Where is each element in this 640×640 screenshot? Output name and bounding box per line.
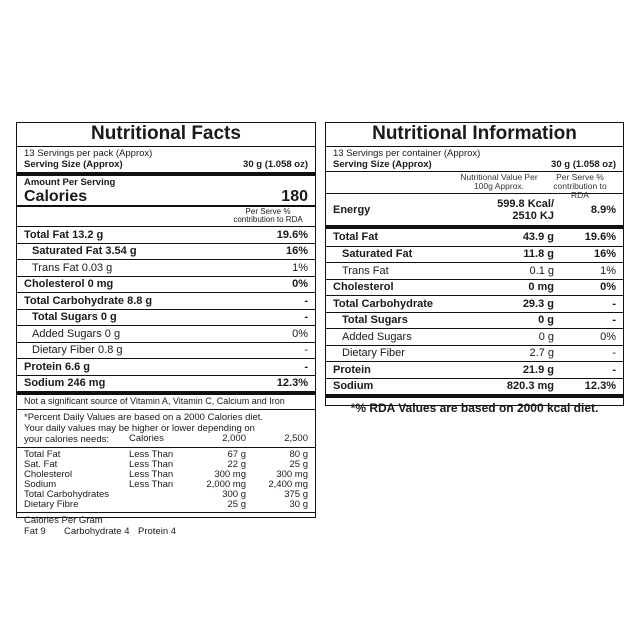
footnote-line: *Percent Daily Values are based on a 2000 Calories diet. (24, 412, 264, 423)
nutrient-name: Cholesterol (333, 281, 394, 294)
nutrient-value: 1% (292, 261, 308, 274)
nutrient-value: 0 g (538, 314, 554, 327)
nutrient-value: - (304, 360, 308, 373)
dv-name: Cholesterol (24, 469, 73, 480)
col-rda-header: Per Serve % contribution to RDA (553, 172, 607, 200)
nutrient-name: Trans Fat (342, 264, 389, 277)
nutrient-rda: - (612, 347, 616, 360)
col-per100-header: Nutritional Value Per 100g Approx. (460, 172, 538, 191)
dv-cond (129, 500, 184, 510)
dv-header-calories: Calories (129, 433, 164, 444)
nutrient-rda: - (612, 297, 616, 310)
energy-rda: 8.9% (590, 203, 616, 216)
dv-2500: 375 g (284, 489, 308, 500)
nutrient-value: 0.1 g (529, 264, 554, 277)
nutrient-name: Added Sugars 0 g (32, 327, 121, 340)
rda-note: *% RDA Values are based on 2000 kcal diet. (350, 401, 599, 415)
nutrient-row (326, 262, 623, 279)
nutrient-row (17, 342, 315, 359)
dv-2500: 300 mg (276, 469, 308, 480)
nutrient-rda: - (612, 363, 616, 376)
cal-fat: Fat 9 (24, 526, 46, 537)
nutrient-name: Total Sugars 0 g (32, 311, 117, 324)
dv-cond (129, 490, 184, 500)
dv-name: Total Fat (24, 449, 61, 460)
dv-name: Sodium (24, 479, 57, 490)
amount-per-serving: Amount Per Serving (24, 177, 116, 188)
panel-title: Nutritional Information (372, 123, 577, 144)
nutrient-value: 0% (292, 278, 308, 291)
serving-size-label: Serving Size (Approx) (24, 159, 123, 170)
panel-title: Nutritional Facts (91, 123, 241, 144)
nutrient-name: Added Sugars (342, 330, 412, 343)
nutrient-row (326, 246, 623, 263)
nutrient-row (326, 328, 623, 345)
energy-kj: 2510 KJ (512, 209, 554, 222)
per-serve-note: Per Serve % contribution to RDA (233, 207, 303, 224)
energy-label: Energy (333, 203, 371, 216)
nutrient-row (17, 309, 315, 326)
nutrient-row (326, 312, 623, 329)
dv-header-2500: 2,500 (284, 433, 308, 444)
nutrient-name: Sodium 246 mg (24, 377, 106, 390)
dv-2000: 300 g (222, 489, 246, 500)
nutrient-value: 21.9 g (522, 363, 554, 376)
nutrient-row (326, 279, 623, 296)
nutrient-value: - (304, 344, 308, 357)
daily-values-table (24, 450, 308, 510)
energy-kcal: 599.8 Kcal/ (497, 197, 554, 210)
dv-2000: 22 g (227, 459, 246, 470)
dv-header-2000: 2,000 (222, 433, 246, 444)
nutrient-value: 19.6% (276, 228, 308, 241)
calories-row (17, 188, 315, 205)
nutrient-row (326, 345, 623, 362)
nutrient-row (17, 375, 315, 392)
nutrient-row (17, 259, 315, 276)
nutrient-name: Total Sugars (342, 314, 408, 327)
nutrient-value: 12.3% (276, 377, 308, 390)
nutrient-value: 2.7 g (529, 347, 554, 360)
nutrient-value: 16% (285, 245, 308, 258)
dv-2000: 67 g (227, 449, 246, 460)
nutrient-name: Saturated Fat 3.54 g (32, 245, 137, 258)
dv-2500: 25 g (289, 459, 308, 470)
not-significant-note: Not a significant source of Vitamin A, Vitamin C, Calcium and Iron (24, 396, 285, 406)
serving-size-label: Serving Size (Approx) (333, 159, 432, 170)
nutrient-row (17, 325, 315, 342)
dv-name: Sat. Fat (24, 459, 58, 470)
nutrient-value: 0 g (538, 330, 554, 343)
dv-cond: Less Than (129, 449, 174, 460)
nutrient-name: Total Carbohydrate 8.8 g (24, 294, 153, 307)
nutrient-name: Sodium (333, 380, 374, 393)
nutrition-facts-panel (16, 122, 316, 537)
serving-size-value: 30 g (1.058 oz) (551, 159, 616, 170)
nutrient-rda: 19.6% (584, 231, 616, 244)
nutrient-rda: - (612, 314, 616, 327)
nutrient-row (326, 378, 623, 395)
nutrient-rda: 0% (600, 330, 616, 343)
nutrient-name: Total Fat 13.2 g (24, 228, 104, 241)
dv-cond: Less Than (129, 459, 174, 470)
nutrient-rda: 16% (593, 248, 616, 261)
dv-2500: 30 g (289, 499, 308, 510)
dv-name: Total Carbohydrates (24, 489, 110, 500)
nutrient-name: Dietary Fiber (342, 347, 405, 360)
serving-size (17, 159, 315, 172)
nutrient-value: 43.9 g (522, 231, 554, 244)
footnote-line: your calories needs: (24, 434, 110, 445)
dv-2000: 25 g (227, 499, 246, 510)
nutrient-row (17, 292, 315, 309)
nutrient-name: Protein (333, 363, 371, 376)
nutrient-value: 11.8 g (523, 248, 554, 261)
nutrient-list (326, 229, 623, 394)
nutrient-value: - (304, 294, 308, 307)
nutrient-name: Total Fat (333, 231, 379, 244)
nutrient-rda: 12.3% (584, 380, 616, 393)
serving-size-value: 30 g (1.058 oz) (243, 159, 308, 170)
nutrient-value: 820.3 mg (506, 380, 554, 393)
dv-name: Dietary Fibre (24, 499, 79, 510)
table-row (24, 500, 308, 510)
cal-protein: Protein 4 (138, 526, 177, 537)
calories-label: Calories (24, 188, 88, 205)
dv-2500: 80 g (289, 449, 308, 460)
calories-value: 180 (281, 188, 308, 205)
nutrient-row (326, 229, 623, 246)
footnote-line: Your daily values may be higher or lower depending on (24, 423, 255, 434)
nutrient-row (17, 358, 315, 375)
nutrition-information-panel (325, 122, 624, 415)
nutrient-name: Trans Fat 0.03 g (32, 261, 113, 274)
nutrient-value: 0 mg (528, 281, 554, 294)
nutrient-name: Cholesterol 0 mg (24, 278, 114, 291)
nutrient-list (17, 226, 315, 391)
nutrient-name: Protein 6.6 g (24, 360, 91, 373)
nutrient-rda: 1% (600, 264, 616, 277)
calories-per-gram-label: Calories Per Gram (24, 515, 103, 526)
nutrient-value: 29.3 g (522, 297, 554, 310)
nutrient-value: - (304, 311, 308, 324)
dv-2000: 300 mg (214, 469, 246, 480)
dv-2500: 2,400 mg (268, 479, 308, 490)
cal-carb: Carbohydrate 4 (64, 526, 130, 537)
servings-per-pack: 13 Servings per pack (Approx) (24, 148, 153, 159)
nutrient-name: Total Carbohydrate (333, 297, 434, 310)
nutrient-row (17, 226, 315, 243)
nutrient-name: Dietary Fiber 0.8 g (32, 344, 123, 357)
nutrient-name: Saturated Fat (342, 248, 413, 261)
calories-per-gram (17, 513, 315, 537)
servings-per-container: 13 Servings per container (Approx) (333, 148, 481, 159)
nutrient-rda: 0% (600, 281, 616, 294)
nutrient-row (17, 276, 315, 293)
nutrient-value: 0% (292, 327, 308, 340)
nutrient-row (326, 361, 623, 378)
nutrient-row (17, 243, 315, 260)
nutrient-row (326, 295, 623, 312)
dv-cond: Less Than (129, 479, 174, 490)
dv-cond: Less Than (129, 469, 174, 480)
dv-2000: 2,000 mg (206, 479, 246, 490)
serving-size (326, 159, 623, 171)
